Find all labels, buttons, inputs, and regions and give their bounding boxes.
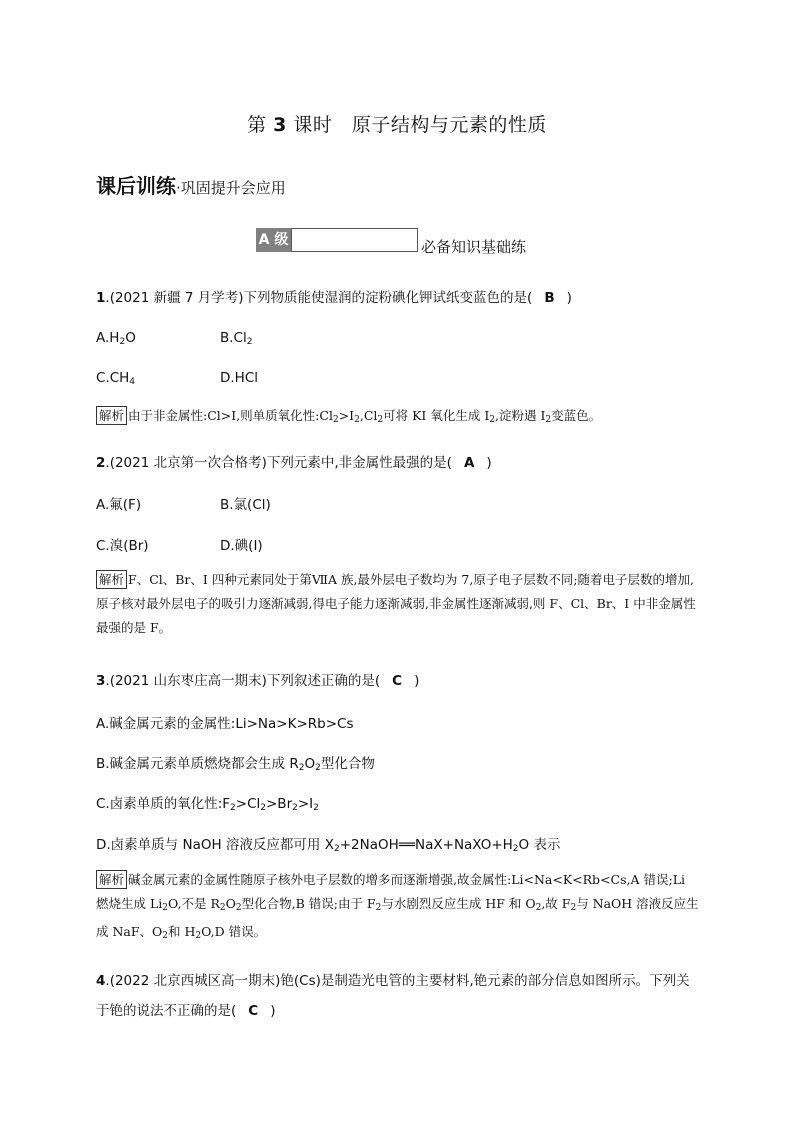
text-segment: F、Cl、Br、I 四种元素同处于第ⅦA 族,最外层电子数均为 7,原子电子层数不同;随着电子层数的增加,原子核对最外层电子的吸引力逐渐减弱,得电子能力逐渐减弱,非金属性逐渐减弱,则 F、Cl、Br、I 中非金属性最强的是 F。 (96, 572, 696, 635)
text-segment: ) (486, 455, 492, 471)
text-segment: 4 (96, 973, 106, 989)
q2-option-a: A.氟(F) (96, 497, 142, 513)
subscript: 2 (119, 337, 126, 347)
text-segment: .(2021 新疆 7 月学考)下列物质能使湿润的淀粉碘化钾试纸变蓝色的是( (105, 290, 533, 306)
text-segment: >I (297, 796, 314, 812)
text-segment: C.卤素单质的氧化性:F (96, 796, 231, 812)
text-segment: B.碱金属元素单质燃烧都会生成 R (96, 756, 299, 772)
text-segment: >Br (266, 796, 293, 812)
text-segment: .(2021 北京第一次合格考)下列元素中,非金属性最强的是( (105, 455, 452, 471)
subscript: 2 (570, 903, 577, 913)
text-segment: >Cl (235, 796, 261, 812)
q3-option-c (96, 792, 319, 813)
subscript: 2 (230, 803, 236, 813)
text-segment: ,Cl (359, 408, 378, 423)
text-segment: O (304, 756, 316, 772)
subscript: 2 (292, 803, 298, 813)
subscript: 2 (354, 415, 360, 425)
subscript: 4 (129, 377, 136, 387)
text-segment: ,故 F (541, 896, 571, 911)
text-segment: 与 NaOH 溶液反应生成 NaF、O (96, 896, 699, 939)
subscript: 2 (377, 415, 384, 425)
subscript: 2 (545, 415, 552, 425)
subscript: 2 (375, 903, 382, 913)
text-segment: 由于非金属性:Cl>I,则单质氧化性:Cl (128, 408, 333, 423)
subscript: 2 (512, 844, 519, 854)
subscript: 2 (332, 415, 339, 425)
explanation-tag: 解析 (96, 570, 127, 589)
answer-3: C (392, 673, 403, 689)
subscript: 2 (219, 903, 226, 913)
text-segment: 可将 KI 氧化生成 I (383, 408, 490, 423)
subscript: 2 (333, 844, 340, 854)
section-heading: 课后训练·巩固提升会应用 (96, 174, 286, 198)
text-segment: 和 H (168, 924, 196, 939)
answer-4: C (248, 1003, 259, 1019)
text-segment: ) (270, 1003, 276, 1019)
q1-option-a (96, 330, 136, 347)
subscript: 2 (489, 415, 495, 425)
subscript: 2 (298, 763, 305, 773)
question-2-stem (96, 451, 492, 471)
text-segment: .(2021 山东枣庄高一期末)下列叙述正确的是( (105, 673, 381, 689)
answer-2: A (463, 455, 475, 471)
text-segment: O (125, 330, 136, 346)
q1-option-c (96, 370, 135, 387)
subscript: 2 (246, 337, 253, 347)
subscript: 2 (313, 803, 319, 813)
text-segment: ,淀粉遇 I (495, 408, 546, 423)
explanation-tag: 解析 (96, 406, 127, 425)
q2-option-d: D.碘(I) (220, 538, 263, 554)
subscript: 2 (235, 903, 242, 913)
level-title: 必备知识基础练 (421, 238, 527, 256)
q1-explanation (96, 404, 700, 432)
text-segment: O,D 错误。 (201, 924, 267, 939)
text-segment: ) (414, 673, 420, 689)
q2-explanation (96, 568, 700, 640)
text-segment: 1 (96, 290, 106, 306)
subscript: 2 (315, 763, 321, 773)
text-segment: +2NaOH══NaX+NaXO+H (339, 837, 513, 853)
text-segment: B.Cl (220, 330, 247, 346)
q1-option-d: D.HCl (220, 370, 259, 386)
explanation-tag: 解析 (96, 870, 127, 889)
text-segment: O 表示 (518, 837, 561, 853)
subscript: 2 (162, 903, 169, 913)
level-box (291, 228, 418, 252)
q1-option-b (220, 330, 252, 347)
answer-1: B (544, 290, 555, 306)
text-segment: C.CH (96, 370, 130, 386)
text-segment: 型化合物 (320, 756, 375, 772)
q3-explanation (96, 868, 700, 948)
question-1-stem (96, 286, 572, 306)
level-badge: A 级 (256, 228, 291, 252)
text-segment: O,不是 R (168, 896, 220, 911)
question-4-stem (96, 966, 700, 1026)
q3-option-b (96, 752, 375, 773)
text-segment: 碱金属元素的金属性随原子核外电子层数的增多而逐渐增强,故金属性:Li<Na<K<Rb<Cs,A 错误;Li 燃烧生成 Li (96, 872, 685, 911)
text-segment: ) (566, 290, 572, 306)
text-segment: .(2022 北京西城区高一期末)铯(Cs)是制造光电管的主要材料,铯元素的部分信息如图所示。下列关于铯的说法不正确的是( (96, 973, 690, 1019)
question-3-stem (96, 669, 419, 689)
text-segment: A.H (96, 330, 120, 346)
subscript: 2 (195, 931, 202, 941)
text-segment: D.卤素单质与 NaOH 溶液反应都可用 X (96, 837, 334, 853)
text-segment: 3 (96, 673, 106, 689)
text-segment: 变蓝色。 (551, 408, 602, 423)
text-segment: >I (338, 408, 355, 423)
subscript: 2 (535, 903, 542, 913)
q2-option-b: B.氯(Cl) (220, 497, 271, 513)
text-segment: 型化合物,B 错误;由于 F (241, 896, 376, 911)
page-title: 第 3 课时 原子结构与元素的性质 (247, 114, 547, 136)
text-segment: 2 (96, 455, 106, 471)
subscript: 2 (260, 803, 266, 813)
q3-option-a: A.碱金属元素的金属性:Li>Na>K>Rb>Cs (96, 716, 354, 732)
subscript: 2 (162, 931, 169, 941)
q3-option-d (96, 833, 560, 854)
q2-option-c: C.溴(Br) (96, 538, 149, 554)
text-segment: 与水剧烈反应生成 HF 和 O (381, 896, 536, 911)
text-segment: O (225, 896, 236, 911)
